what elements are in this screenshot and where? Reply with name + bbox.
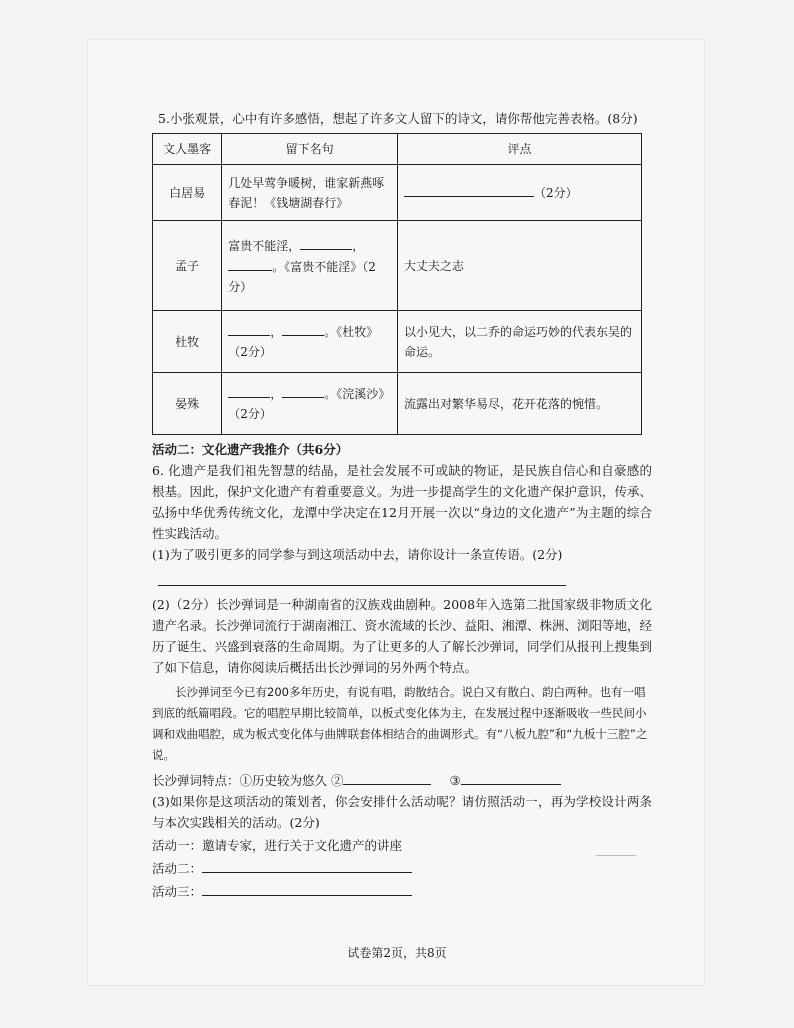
comment-blank[interactable]: [404, 182, 534, 197]
table-row: [153, 165, 642, 221]
table-header-row: [153, 134, 642, 165]
line-mid: ，: [270, 325, 283, 339]
poet-cell: 白居易: [153, 165, 222, 221]
header-comment: 评点: [397, 134, 641, 165]
line-mid: ，: [352, 238, 365, 253]
traits-3-label: ③: [449, 773, 461, 788]
page-content: [152, 108, 652, 902]
trait2-blank[interactable]: [343, 770, 431, 785]
q6-part3: (3)如果你是这项活动的策划者，你会安排什么活动呢？请仿照活动一，再为学校设计两条与本次实践相关的活动。(2分): [152, 794, 652, 830]
comment-cell: 流露出对繁华易尽，花开花落的惋惜。: [397, 373, 641, 435]
comment-cell: 以小见大，以二乔的命运巧妙的代表东吴的命运。: [397, 311, 641, 373]
line-cell[interactable]: [222, 373, 398, 435]
q6-part1: (1)为了吸引更多的同学参与到这项活动中去，请你设计一条宣传语。(2分): [152, 547, 563, 562]
line-blank[interactable]: [228, 383, 270, 398]
comment-score: （2分）: [533, 186, 578, 200]
line-cell[interactable]: [222, 311, 398, 373]
header-poet: 文人墨客: [153, 134, 222, 165]
line-pre: 富贵不能淫，: [228, 238, 301, 253]
activity-two-row: [152, 858, 652, 879]
activity-three-blank[interactable]: [202, 881, 412, 896]
line-post: 。《富贵不能淫》（2分）: [228, 259, 376, 294]
line-blank[interactable]: [228, 256, 272, 271]
comment-cell: 大丈夫之志: [397, 221, 641, 311]
trait3-blank[interactable]: [461, 770, 561, 785]
line-score: （2分）: [228, 345, 272, 359]
activity-two-label: 活动二：: [152, 861, 203, 876]
traits-label: 长沙弹词特点：①历史较为悠久 ②: [152, 773, 344, 788]
q6-part2: (2)（2分）长沙弹词是一种湖南省的汉族戏曲剧种。2008年入选第二批国家级非物质文化遗产名录。长沙弹词流行于湖南湘江、资水流域的长沙、益阳、湘潭、株洲、浏阳等地，经历了诞生、兴盛到衰落的生命周期。为了让更多的人了解长沙弹词，同学们从报刊上搜集到了如下信息，请你阅读后概括出长沙弹词的另外两个特点。: [152, 597, 653, 675]
line-blank[interactable]: [300, 235, 352, 250]
line-mid: ，: [270, 387, 283, 401]
line-blank[interactable]: [228, 321, 270, 336]
activity-two-blank[interactable]: [202, 858, 412, 873]
line-cell: [222, 165, 398, 221]
question5-title: 5.小张观景，心中有许多感悟，想起了许多文人留下的诗文，请你帮他完善表格。(8分): [158, 111, 638, 126]
poets-table: [152, 133, 642, 435]
line-text: 几处早莺争暖树，谁家新燕啄春泥！《钱塘湖春行》: [228, 175, 385, 210]
line-score: （2分）: [228, 407, 272, 421]
line-post: 。《杜牧》: [324, 325, 379, 339]
q6-intro: 6. 化遗产是我们祖先智慧的结晶，是社会发展不可或缺的物证，是民族自信心和自豪感的根基。因此，保护文化遗产有着重要意义。为进一步提高学生的文化遗产保护意识，传承、弘扬中华优秀传统文化，龙潭中学决定在12月开展一次以“身边的文化遗产”为主题的综合性实践活动。: [152, 463, 653, 541]
table-row: [153, 221, 642, 311]
line-blank[interactable]: [282, 321, 324, 336]
page-footer: 试卷第2页，共8页: [347, 946, 447, 960]
line-post: 。《浣溪沙》: [324, 387, 391, 401]
traits-line: [152, 770, 652, 791]
line-cell[interactable]: [222, 221, 398, 311]
comment-cell[interactable]: [397, 165, 641, 221]
poet-cell: 杜牧: [153, 311, 222, 373]
tanci-quote: 长沙弹词至今已有200多年历史，有说有唱，韵散结合。说白又有散白、韵白两种。也有一唱到底的纸篇唱段。它的唱腔早期比较简单，以板式变化体为主，在发展过程中逐渐吸收一些民间小调和戏曲唱腔，成为板式变化体与曲牌联套体相结合的曲调形式。有“八板九腔”和“九板十三腔”之说。: [152, 685, 648, 762]
table-row: [153, 373, 642, 435]
activity-three-label: 活动三：: [152, 884, 203, 899]
line-blank[interactable]: [282, 383, 324, 398]
header-line: 留下名句: [222, 134, 398, 165]
slogan-answer-line[interactable]: [158, 571, 566, 586]
poet-cell: 孟子: [153, 221, 222, 311]
activity2-heading: 活动二：文化遗产我推介（共6分）: [152, 442, 349, 457]
poet-cell: 晏殊: [153, 373, 222, 435]
activity-three-row: [152, 881, 652, 902]
table-row: [153, 311, 642, 373]
activity-one: 活动一：邀请专家，进行关于文化遗产的讲座: [152, 838, 403, 853]
